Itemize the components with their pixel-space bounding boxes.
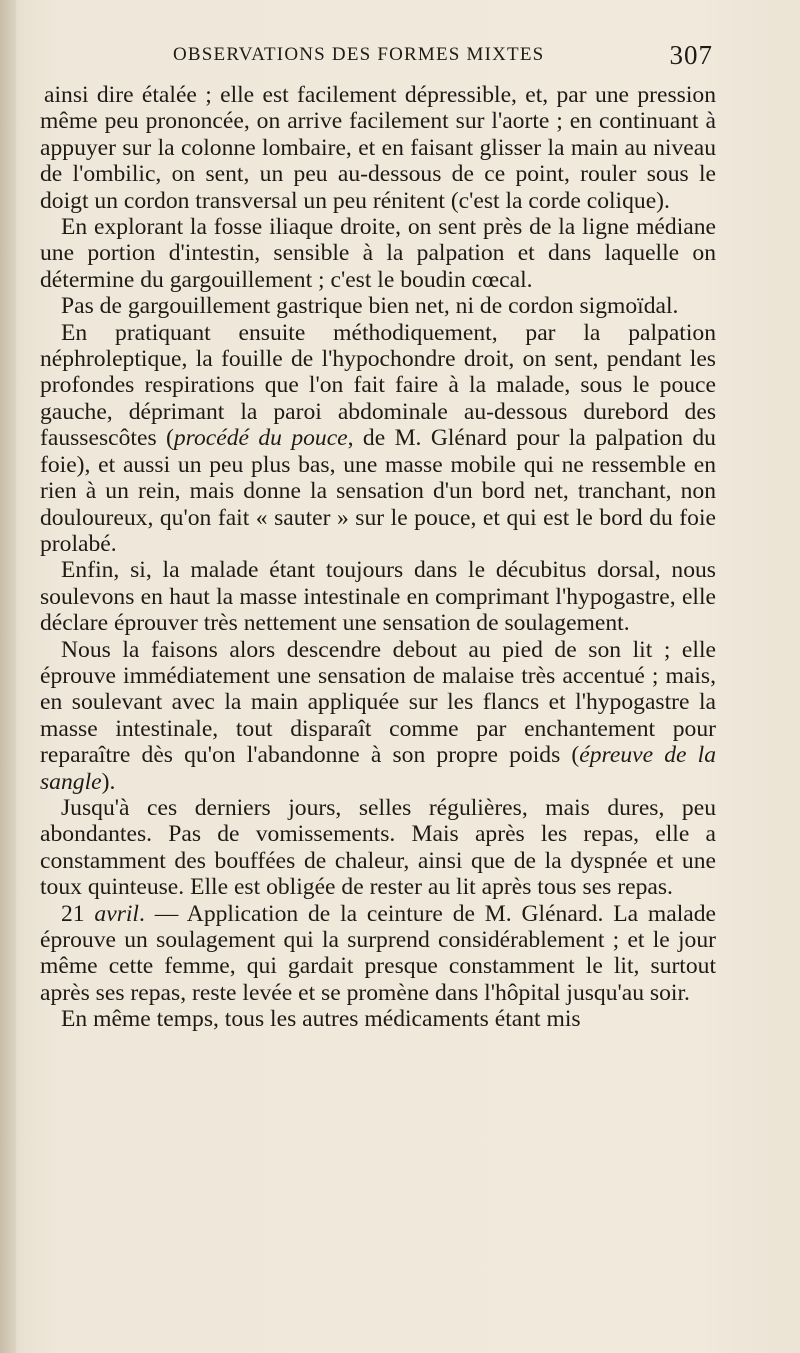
paragraph-decubitus: Enfin, si, la malade étant toujours dans le décubitus dorsal, nous soulevons en haut la masse intestinale en comprimant l'hypogastre, elle déclare éprouver très nettement une sensation de soulagement. [40, 557, 716, 637]
paragraph-text: , de M. Glénard pour la palpation du foie), et aussi un peu plus bas, une masse mobile qui ne ressemble en rien à un rein, mais donne la sensation d'un bord net, tranchant, non douloureux, qu'on fait « sauter » sur le pouce, et qui est le bord du foie prolabé. [40, 425, 716, 557]
paragraph-selles: Jusqu'à ces derniers jours, selles régulières, mais dures, peu abondantes. Pas de vomissements. Mais après les repas, elle a constamment des bouffées de chaleur, ainsi que de la dyspnée et une toux quinteuse. Elle est obligée de rester au lit après tous ses repas. [40, 794, 716, 901]
paragraph-text: Nous la faisons alors descendre debout au pied de son lit ; elle éprouve immédiatement une sensation de malaise très accentué ; mais, en soulevant avec la main appliquée sur les flancs et l'hypogastre la masse intestinale, tout disparaît comme par enchantement pour reparaître dès qu'on l'abandonne à son propre poids ( [40, 636, 716, 769]
paragraph-palpation-foie [40, 320, 716, 558]
paragraph-meme-temps: En même temps, tous les autres médicaments étant mis [61, 1006, 581, 1033]
paragraph-text: En pratiquant ensuite méthodiquement, par la palpation néphroleptique, la fouille de l'hypochondre droit, on sent, pendant les profondes respirations que l'on fait faire à la malade, sous le pouce gauche, déprimant la paroi abdominale au-dessous durebord des faussescôtes ( [40, 319, 716, 452]
paragraph-fosse-iliaque: En explorant la fosse iliaque droite, on sent près de la ligne médiane une portion d'intestin, sensible à la palpation et dans laquelle on détermine du gargouillement ; c'est le boudin cœcal. [40, 214, 716, 293]
paragraph-text: ). [101, 768, 116, 795]
italic-date-avril: avril [94, 900, 139, 927]
paragraph-21-avril [40, 901, 716, 1007]
page-number: 307 [669, 40, 713, 70]
page-header [173, 40, 713, 76]
body-text [40, 82, 716, 1033]
italic-term-procede-du-pouce: procédé du pouce [173, 425, 348, 452]
paragraph-gargouillement: Pas de gargouillement gastrique bien net, ni de cordon sigmoïdal. [61, 293, 679, 320]
running-title: OBSERVATIONS DES FORMES MIXTES [173, 44, 545, 65]
paragraph-text: 21 [61, 900, 95, 927]
paragraph-continued: ainsi dire étalée ; elle est facilement dépressible, et, par une pression même peu prononcée, on arrive facilement sur l'aorte ; en continuant à appuyer sur la colonne lombaire, et en faisant glisser la main au niveau de l'ombilic, on sent, un peu au-dessous de ce point, rouler sous le doigt un cordon transversal un peu rénitent (c'est la corde colique). [40, 82, 716, 214]
page-gutter-shadow [0, 0, 16, 1353]
paragraph-text: . — Application de la ceinture de M. Glénard. La malade éprouve un soulagement qui la surprend considérablement ; et le jour même cette femme, qui gardait presque constamment le lit, surtout après ses repas, reste levée et se promène dans l'hôpital jusqu'au soir. [40, 900, 717, 1006]
paragraph-epreuve-sangle [40, 637, 716, 795]
italic-term-epreuve-de-la-sangle: épreuve de la sangle [40, 742, 716, 795]
